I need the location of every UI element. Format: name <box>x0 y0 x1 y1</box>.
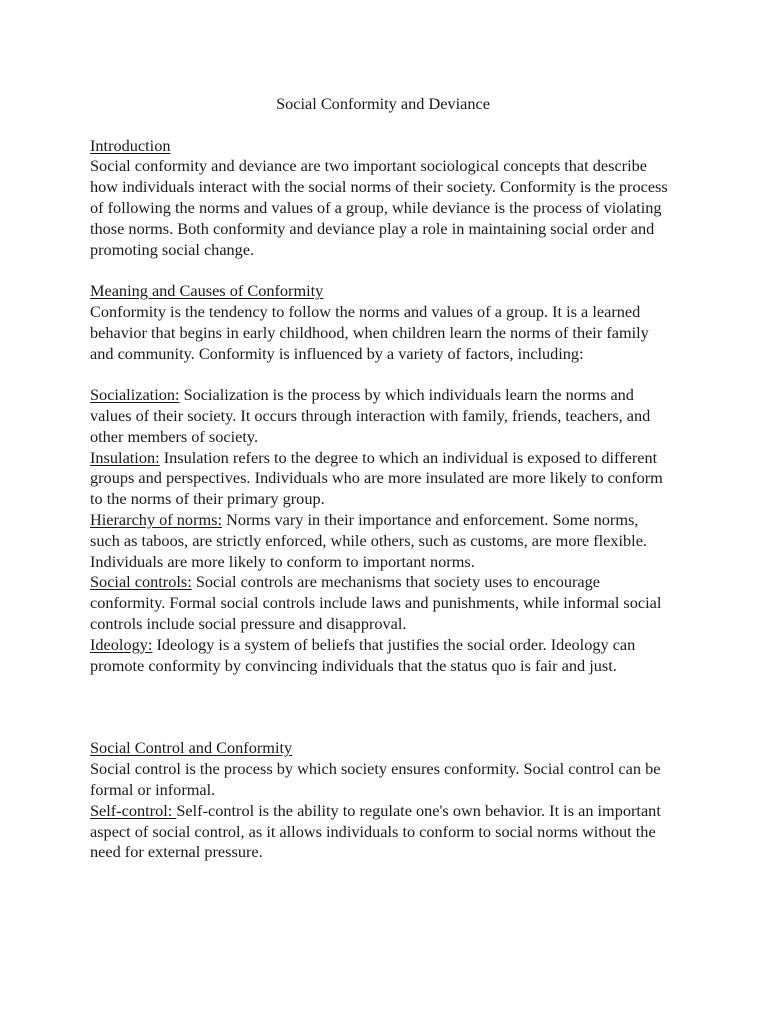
factor-socialization <box>90 385 670 447</box>
document-title: Social Conformity and Deviance <box>276 94 490 113</box>
factor-text: Social controls are mechanisms that society uses to encourage conformity. Formal social controls include laws and punishments, while informal social controls include social pressure and disapproval. <box>90 572 662 633</box>
factor-text: Socialization is the process by which individuals learn the norms and values of their society. It occurs through interaction with family, friends, teachers, and other members of society. <box>90 385 651 446</box>
factor-term: Hierarchy of norms: <box>90 509 223 529</box>
factor-social-controls <box>90 572 670 634</box>
factor-text: Ideology is a system of beliefs that justifies the social order. Ideology can promote conformity by convincing individuals that the status quo is fair and just. <box>90 634 636 675</box>
factor-text: Norms vary in their importance and enforcement. Some norms, such as taboos, are strictly enforced, while others, such as customs, are more flexible. Individuals are more likely to conform to important norms. <box>90 509 648 571</box>
factor-ideology <box>90 635 670 677</box>
item-self-control <box>90 801 670 863</box>
spacer <box>90 364 670 385</box>
section-heading-social-control: Social Control and Conformity <box>90 738 293 758</box>
introduction-paragraph: Social conformity and deviance are two important sociological concepts that describe how individuals interact with the social norms of their society. Conformity is the process of following the norms and values of a group, while deviance is the process of violating those norms. Both conformity and deviance play a role in maintaining social order and promoting social change. <box>90 156 668 259</box>
factor-term: Insulation: <box>90 447 160 467</box>
section-heading-introduction: Introduction <box>90 135 171 155</box>
factor-text: Insulation refers to the degree to which an individual is exposed to different groups and perspectives. Individuals who are more insulated are more likely to conform to the norms of their primary group. <box>90 447 663 509</box>
factor-term: Social controls: <box>90 572 192 592</box>
spacer <box>90 260 670 281</box>
meaning-paragraph: Conformity is the tendency to follow the norms and values of a group. It is a learned behavior that begins in early childhood, when children learn the norms of their family and community. Conformity is influenced by a variety of factors, including: <box>90 301 649 363</box>
spacer <box>90 115 670 136</box>
factor-term: Ideology: <box>90 634 153 654</box>
social-control-paragraph: Social control is the process by which society ensures conformity. Social control can be formal or informal. <box>90 759 661 799</box>
section-heading-meaning: Meaning and Causes of Conformity <box>90 281 324 301</box>
item-text: Self-control is the ability to regulate one's own behavior. It is an important aspect of social control, as it allows individuals to conform to social norms without the need for external pressure. <box>90 800 661 862</box>
factor-hierarchy-of-norms <box>90 510 670 572</box>
factor-term: Socialization: <box>90 385 180 405</box>
spacer <box>90 676 670 738</box>
factor-insulation <box>90 448 670 510</box>
document-body <box>90 94 670 863</box>
item-term: Self-control: <box>90 800 177 820</box>
